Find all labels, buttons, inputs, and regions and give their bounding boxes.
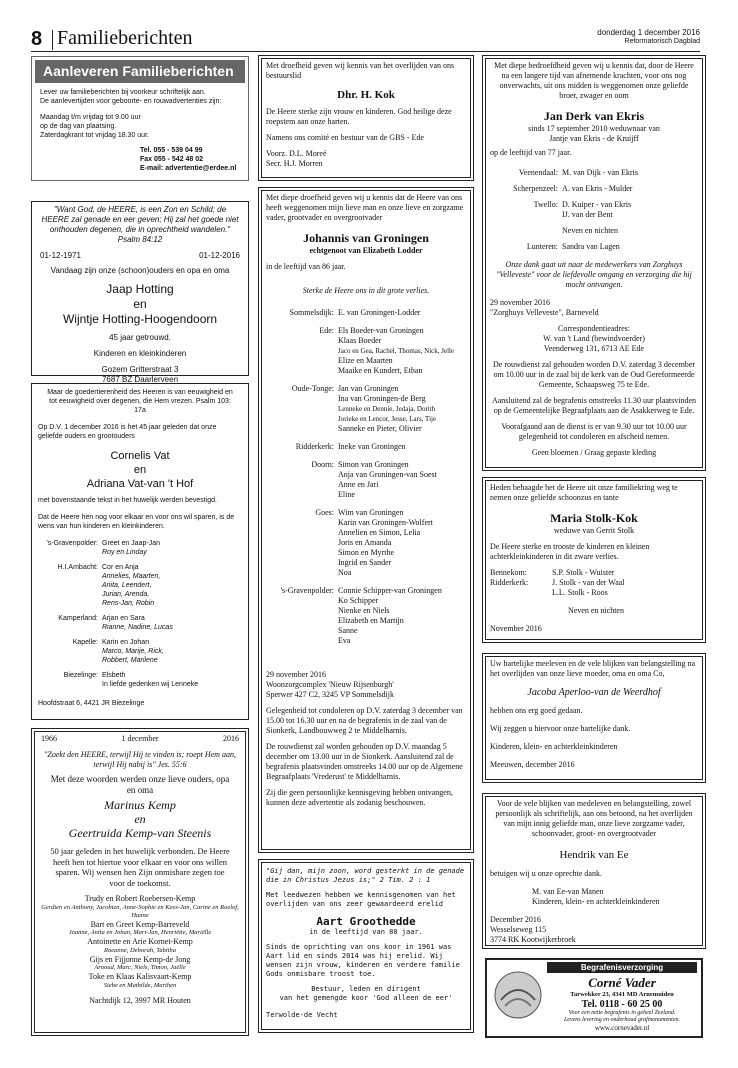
stolk-sub: weduwe van Gerrit Stolk [553,526,635,535]
ee-l3: Kinderen, klein- en achterkleinkinderen [532,897,660,906]
groningen-ad [261,190,471,850]
kemp-ad [34,731,246,1033]
vat-place: H.I.Ambacht: [57,564,98,571]
groningen-member: Jan van Groningen [338,384,399,393]
vat-address: Hoofdstraat 6, 4421 JR Biezelinge [38,700,145,707]
ekris-service: De rouwdienst zal gehouden worden D.V. zaterdag 3 december om 10.00 uur in de zaal bij de kerk van de Oud Gereformeerde Gemeente, Schaapsweg 75 te Ede. [493,360,695,389]
kemp-family: Gijs en Fijjonne Kemp-de Jong [89,954,191,964]
groningen-grandkids: Noa [338,568,352,577]
groningen-member: Karin van Groningen-Wolfert [338,518,433,527]
vat-kids: Annelies, Maarten, [102,573,161,580]
vat-kids: Rianne, Nadine, Lucas [102,624,173,631]
vat-kids: Roy en Linday [102,549,147,556]
groningen-thanks: Zij die geen persoonlijke kennisgeving hebben ontvangen, kunnen deze advertentie als zodanig beschouwen. [266,788,453,807]
groningen-grandkids: Sanne [338,626,358,635]
ekris-burial: Aansluitend zal de begrafenis omstreeks 11.30 uur plaatsvinden op de Gemeentelijke Begraafplaats aan de Asakkerweg te Ede. [491,396,697,415]
weerdhof-intro: Uw hartelijke meeleven en de vele blijken van belangstelling na het overlijden van onze lieve moeder, oma en oma Co, [490,659,696,678]
ekris-place: Veenendaal: [518,168,558,177]
header-divider [52,30,53,50]
kemp-quote: "Zoekt den HEERE, terwijl Hij te vinden is; roept Hem aan, terwijl Hij nabij is" Jes. 55:6 [44,750,236,769]
kok-text: De Heere sterke zijn vrouw en kinderen. God heilige deze roepstem aan onze harten. [266,107,452,126]
vat-place: Kapelle: [72,639,98,646]
groningen-age: in de leeftijd van 86 jaar. [266,262,346,271]
groningen-member: Connie Schipper-van Groningen [338,586,442,595]
vader-slogan2: Levens levering en onderhoud grafmonumenten. [563,1017,681,1023]
groningen-addr: Sperwer 427 C2, 3245 VP Sommelsdijk [266,690,395,699]
groningen-place: Ridderkerk: [295,442,334,451]
aanleveren-line: Maandag t/m vrijdag tot 9.00 uur [40,114,141,121]
vader-name: Corné Vader [588,975,656,990]
groningen-member: E. van Groningen-Lodder [338,308,421,317]
kok-ad [261,58,471,178]
groothedde-quote: "Gij dan, mijn zoon, word gesterkt in de genade die in Christus Jezus is;" 2 Tim. 2 : 1 [266,867,465,884]
vat-kids: In liefde gedenken wij Lenneke [102,681,199,688]
groningen-member: Ina van Groningen-de Berg [338,394,426,403]
aanleveren-line: Lever uw familieberichten bij voorkeur schriftelijk aan. [40,89,206,96]
groningen-grandkids: Elizabeth en Martijn [338,616,404,625]
vat-names: Cor en Anja [102,564,139,571]
kok-secr: Secr. H.J. Morren [266,159,323,168]
kemp-grandkids: Gerdien en Anthony, Jacobien, Anne-Sophie en Kees-Jan, Carine en Roelof, Hanne [41,903,239,919]
kemp-family: Antoinette en Arie Kornet-Kemp [87,937,193,946]
stolk-member: J. Stolk - van der Waal [552,578,625,587]
groningen-grandkids: Elize en Maarten [338,356,393,365]
stolk-text: De Heere sterke en trooste de kinderen en kleinen achterkleinkinderen in dit zware verlies. [490,542,650,561]
stolk-member: L.L. Stolk - Roos [552,588,608,597]
groningen-place: Doorn: [311,460,334,469]
kemp-en: en [134,812,146,826]
ekris-flowers: Geen bloemen / Graag gepaste kleding [531,448,657,457]
groningen-place: Ede: [319,326,334,335]
vat-text2: met bovenstaande tekst in het huwelijk werden bevestigd. [38,497,217,504]
hotting-quote: "Want God, de HEERE, is een Zon en Schild; de HEERE zal genade en eer geven; Hij zal het goede niet onthouden degenen, die in oprechtheid wandelen." [41,205,239,234]
groothedde-sign2: van het gemengde koor 'God alleen de eer' [279,994,453,1002]
paper-name: Reformatorisch Dagblad [624,38,700,45]
stolk-date: November 2016 [490,624,542,633]
hotting-name1: Jaap Hotting [106,282,174,296]
ekris-member: Sandra van Lagen [562,242,620,251]
weerdhof-l3: Kinderen, klein- en achterkleinkinderen [490,742,618,751]
vat-names: Elsbeth [102,672,126,679]
groningen-grandkids: Jorieke en Lencor, Jesse, Lars, Tije [338,415,437,423]
groningen-grandkids: Jaco en Gea, Rachel, Thomas, Nick, Jelle [338,347,455,355]
hotting-address2: 7687 BZ Daarlerveen [101,375,179,384]
groningen-member: Els Boeder-van Groningen [338,326,424,335]
hotting-address1: Gozem Gritterstraat 3 [101,365,179,374]
kemp-address: Nachtdijk 12, 3997 MR Houten [89,995,191,1005]
vat-ad [31,383,249,720]
kemp-family: Toke en Klaas Kalisvaart-Kemp [88,972,192,981]
groningen-place: Oude-Tonge: [291,384,334,393]
groningen-grandkids: Eva [338,636,351,645]
kok-sign: Namens ons comité en bestuur van de GBS - Ede [266,133,424,142]
kemp-family: Bart en Greet Kemp-Barreveld [90,919,190,929]
groningen-condole: Gelegenheid tot condoleren op D.V. zaterdag 3 december van 15.00 tot 16.30 uur en na de begrafenis in de zaal van de Sionkerk, Landbouwweg 2 te Middelharnis. [266,706,463,735]
weerdhof-ad [485,656,703,780]
hotting-date-left: 01-12-1971 [40,251,81,260]
groningen-member: Ineke van Groningen [338,442,406,451]
groothedde-age: in de leeftijd van 80 jaar. [309,928,423,936]
kok-intro: Met droefheid geven wij kennis van het overlijden van ons bestuurslid [266,61,455,80]
groningen-intro: Met diepe droefheid geven wij u kennis dat de Heere van ons heeft weggenomen mijn lieve man en onze lieve en zorgzame vader, grootvader en overgrootvader [266,193,464,222]
vat-name2: Adriana Vat-van 't Hof [86,478,194,490]
aanleveren-email[interactable]: E-mail: advertentie@erdee.nl [140,165,237,172]
stolk-member: S.P. Stolk - Wuister [552,568,615,577]
groningen-wish: Sterke de Heere ons in dit grote verlies. [302,286,430,295]
ekris-intro: Met diepe bedroefdheid geven wij u kennis dat, door de Heere na een langere tijd van afnemende krachten, voor ons nog onverwachts, uit ons midden is weggenomen onze geliefde broer, zwager en oom [494,61,694,100]
ekris-corr2: Veenderweg 131, 6713 AE Ede [543,344,645,353]
vader-web[interactable]: www.cornevader.nl [594,1024,650,1032]
ekris-corr1: W. van 't Land (bewindvoerder) [543,334,645,343]
weerdhof-name: Jacoba Aperloo-van de Weerdhof [527,687,661,698]
hotting-en: en [133,297,147,311]
aanleveren-tel: Tel. 055 - 539 04 99 [140,147,203,154]
kemp-grandkids: Arnoud, Marc, Niels, Timon, Jaëlle [94,964,186,971]
ekris-member: A. van Ekris - Mulder [562,184,633,193]
ekris-sub1: sinds 17 september 2010 weduwnaar van [528,124,660,133]
ee-l5: Wesselseweg 115 [490,925,547,934]
aanleveren-title: Aanleveren Familieberichten [35,60,245,83]
vat-kids: Anita, Leendert, [102,582,152,589]
groningen-complex: Woonzorgcomplex 'Nieuw Rijsenburgh' [266,680,394,689]
groningen-grandkids: Maaike en Kundert, Ethan [338,366,423,375]
ee-l2: M. van Ee-van Manen [532,887,604,896]
ee-l6: 3774 RK Kootwijkerbroek [490,935,576,944]
ekris-date: 29 november 2016 [490,298,550,307]
vat-place: Kamperland: [58,615,98,622]
vat-en: en [133,464,147,476]
kemp-year-right: 2016 [223,734,239,743]
vat-names: Greet en Jaap-Jan [102,540,160,547]
header-rule [31,51,700,52]
vat-name1: Cornelis Vat [110,450,170,462]
vat-kids: Robbert, Marilene [102,657,158,664]
groningen-grandkids: Ingrid en Sander [338,558,392,567]
aanleveren-fax: Fax 055 - 542 48 02 [140,156,204,163]
groningen-place: Sommelsdijk: [289,308,334,317]
hotting-ref: Psalm 84:12 [117,235,163,244]
vat-text1: Op D.V. 1 december 2016 is het 45 jaar geleden dat onze geliefde ouders en grootouders [38,424,217,440]
vat-kids: Marco, Marije, Rick, [102,648,164,655]
vat-kids: Jurian, Arenda, [102,591,150,598]
issue-date: donderdag 1 december 2016 [597,28,700,37]
weerdhof-l4: Meeuwen, december 2016 [490,760,575,769]
ekris-place: Scherpenzeel: [513,184,558,193]
groothedde-place: Terwolde-de Vecht [266,1011,338,1019]
vader-tag: Begrafenisverzorging [547,962,697,973]
groningen-member: Anja van Groningen-van Soest [338,470,437,479]
groningen-member: Ko Schipper [338,596,379,605]
groningen-grandkids: Annelien en Simon, Lelia [338,528,421,537]
stolk-intro: Heden behaagde het de Heere uit onze familiekring weg te nemen onze geliefde schoonzus en tante [490,483,678,502]
groningen-grandkids: Lenneke en Dennie, Jedaja, Dorith [338,405,436,413]
groningen-member: Wim van Groningen [338,508,404,517]
hotting-intro: Vandaag zijn onze (schoon)ouders en opa en oma [50,266,230,275]
kemp-text: 50 jaar geleden in het huwelijk verbonden. De Heere heeft hen tot hiertoe voor elkaar en voor ons willen sparen. Wij wensen hen Zijn onmisbare zegen toe voor de toekomst. [50,846,230,888]
groothedde-ad [261,862,471,1030]
vat-place: Biezelinge: [63,672,98,679]
vat-intro: Maar de goedertierenheid des Heeren is van eeuwigheid en tot eeuwigheid over degenen, die Hem vrezen. Psalm 103: 17a [47,389,233,414]
groothedde-text: Sinds de oprichting van ons koor in 1961 was Aart lid en sinds 2014 was hij erelid. Wij wensen zijn vrouw, kinderen en verdere familie Gods onmisbare troost toe. [266,943,460,978]
kemp-intro: Met deze woorden werden onze lieve ouders, opa en oma [50,774,230,795]
ekris-thanks: Onze dank gaat uit naar de medewerkers van Zorghuys "Velleveste" voor de liefdevolle omgang en verzorging die hij mocht ontvangen. [496,260,692,289]
stolk-place: Bennekom: [490,568,527,577]
groningen-grandkids: Simon en Myrthe [338,548,394,557]
kemp-year-left: 1966 [41,734,57,743]
vader-slogan1: Voor een nette begrafenis in geheel Zeeland. [568,1010,676,1016]
stolk-nephews: Neven en nichten [568,606,624,615]
groningen-member: Klaas Boeder [338,336,382,345]
groningen-member: Simon van Groningen [338,460,409,469]
groningen-place: 's-Gravenpolder: [280,586,334,595]
ekris-age: op de leeftijd van 77 jaar. [490,148,572,157]
ekris-sub2: Jantje van Ekris - de Kruijff [549,134,639,143]
ee-name: Hendrik van Ee [559,849,629,861]
ekris-ad [485,58,703,468]
vat-place: 's-Gravenpolder: [46,540,98,547]
ekris-condole: Voorafgaand aan de dienst is er van 9.30 uur tot 10.00 uur gelegenheid tot condoleren en afscheid nemen. [501,422,687,441]
ekris-place: Twello: [533,200,558,209]
aanleveren-line: op de dag van plaatsing. [40,123,117,130]
ee-intro: Voor de vele blijken van medeleven en belangstelling, zowel persoonlijk als schriftelijk, aan ons betoond, na het overlijden van mijn innig geliefde man, onze lieve zorgzame vader, schoonvader, groot- en overgrootvader [495,799,693,838]
section-title: Familieberichten [57,27,193,49]
ekris-member: M. van Dijk - van Ekris [562,168,638,177]
hotting-name2: Wijntje Hotting-Hoogendoorn [62,312,218,326]
ekris-name: Jan Derk van Ekris [543,109,645,123]
groningen-spouse: echtgenoot van Elizabeth Lodder [309,246,423,255]
vat-names: Arjan en Sara [102,615,145,622]
hotting-ad [31,201,249,384]
groningen-member: Eline [338,490,355,499]
vader-ad [485,958,703,1038]
groningen-grandkids: Sanneke en Pieter, Olivier [338,424,422,433]
groningen-name: Johannis van Groningen [303,231,429,245]
aanleveren-line: De aanlevertijden voor geboorte- en rouwadvertenties zijn: [40,98,222,105]
vat-text3: Dat de Heere hen nog voor elkaar en voor ons wil sparen, is de wens van hun kinderen en kleinkinderen. [38,514,235,530]
ekris-member: IJ. van der Bent [562,210,613,219]
groningen-grandkids: Nienke en Niels [338,606,390,615]
kemp-name2: Geertruida Kemp-van Steenis [68,826,212,840]
ekris-corr-title: Correspondentieadres: [558,324,630,333]
groothedde-name: Aart Groothedde [316,915,416,928]
kok-name: Dhr. H. Kok [337,89,395,101]
page-number: 8 [31,28,43,50]
vat-kids: Rens-Jan, Robin [102,600,155,607]
vader-addr: Tarwekker 23, 4341 MD Arnemuiden [570,991,674,998]
kok-chair: Voorz. D.L. Moreé [266,149,327,158]
stolk-place: Ridderkerk: [490,578,529,587]
groothedde-sign1: Bestuur, leden en dirigent [311,985,421,993]
kemp-date: 1 december [121,734,159,743]
groothedde-intro: Met leedwezen hebben we kennisgenomen van het overlijden van ons zeer gewaardeerd erelid [266,891,456,908]
vat-names: Karin en Johan [102,639,150,646]
aanleveren-box [31,56,249,181]
ekris-member: Neven en nichten [562,226,618,235]
hotting-years: 45 jaar getrouwd. [109,333,171,342]
groningen-funeral: De rouwdienst zal worden gehouden op D.V. maandag 5 december om 13.00 uur in de Sionkerk. Aansluitend zal de begrafenis plaatsvinden omstreeks 14.00 uur op de Algemene Begraafplaats 'Vrederust' te Middelharnis. [266,742,463,781]
ekris-member: D. Kuiper - van Ekris [562,200,632,209]
kemp-family: Trudy en Robert Roebersen-Kemp [84,894,196,903]
vader-logo [493,970,543,1020]
ee-ad [485,796,703,946]
groningen-place: Goes: [315,508,334,517]
hotting-date-right: 01-12-2016 [199,251,240,260]
ekris-place: Lunteren: [526,242,558,251]
stolk-ad [485,480,703,640]
hotting-family: Kinderen en kleinkinderen [93,349,187,358]
ee-l4: December 2016 [490,915,541,924]
kemp-grandkids: Roeanne, Deborah, Tabitha [104,946,176,954]
vader-tel: Tel. 0118 - 60 25 00 [581,999,663,1010]
kemp-grandkids: Joanne, Anita en Johan, Mart-Jan, Henriëtte, Mariëlle [68,929,212,936]
weerdhof-l1: hebben ons erg goed gedaan. [490,706,583,715]
ekris-location: "Zorghuys Velleveste", Barneveld [490,308,599,317]
kemp-name1: Marinus Kemp [104,798,176,812]
ee-l1: betuigen wij u onze oprechte dank. [490,869,602,878]
groningen-date: 29 november 2016 [266,670,326,679]
aanleveren-line: Zaterdagkrant tot vrijdag 18.30 uur. [40,132,149,139]
stolk-name: Maria Stolk-Kok [550,511,638,525]
groningen-member: Anne en Jari [338,480,379,489]
weerdhof-l2: Wij zeggen u hiervoor onze hartelijke dank. [490,724,631,733]
groningen-grandkids: Joris en Amanda [338,538,392,547]
kemp-grandkids: Siebe en Mathilde, Marthen [103,981,177,989]
